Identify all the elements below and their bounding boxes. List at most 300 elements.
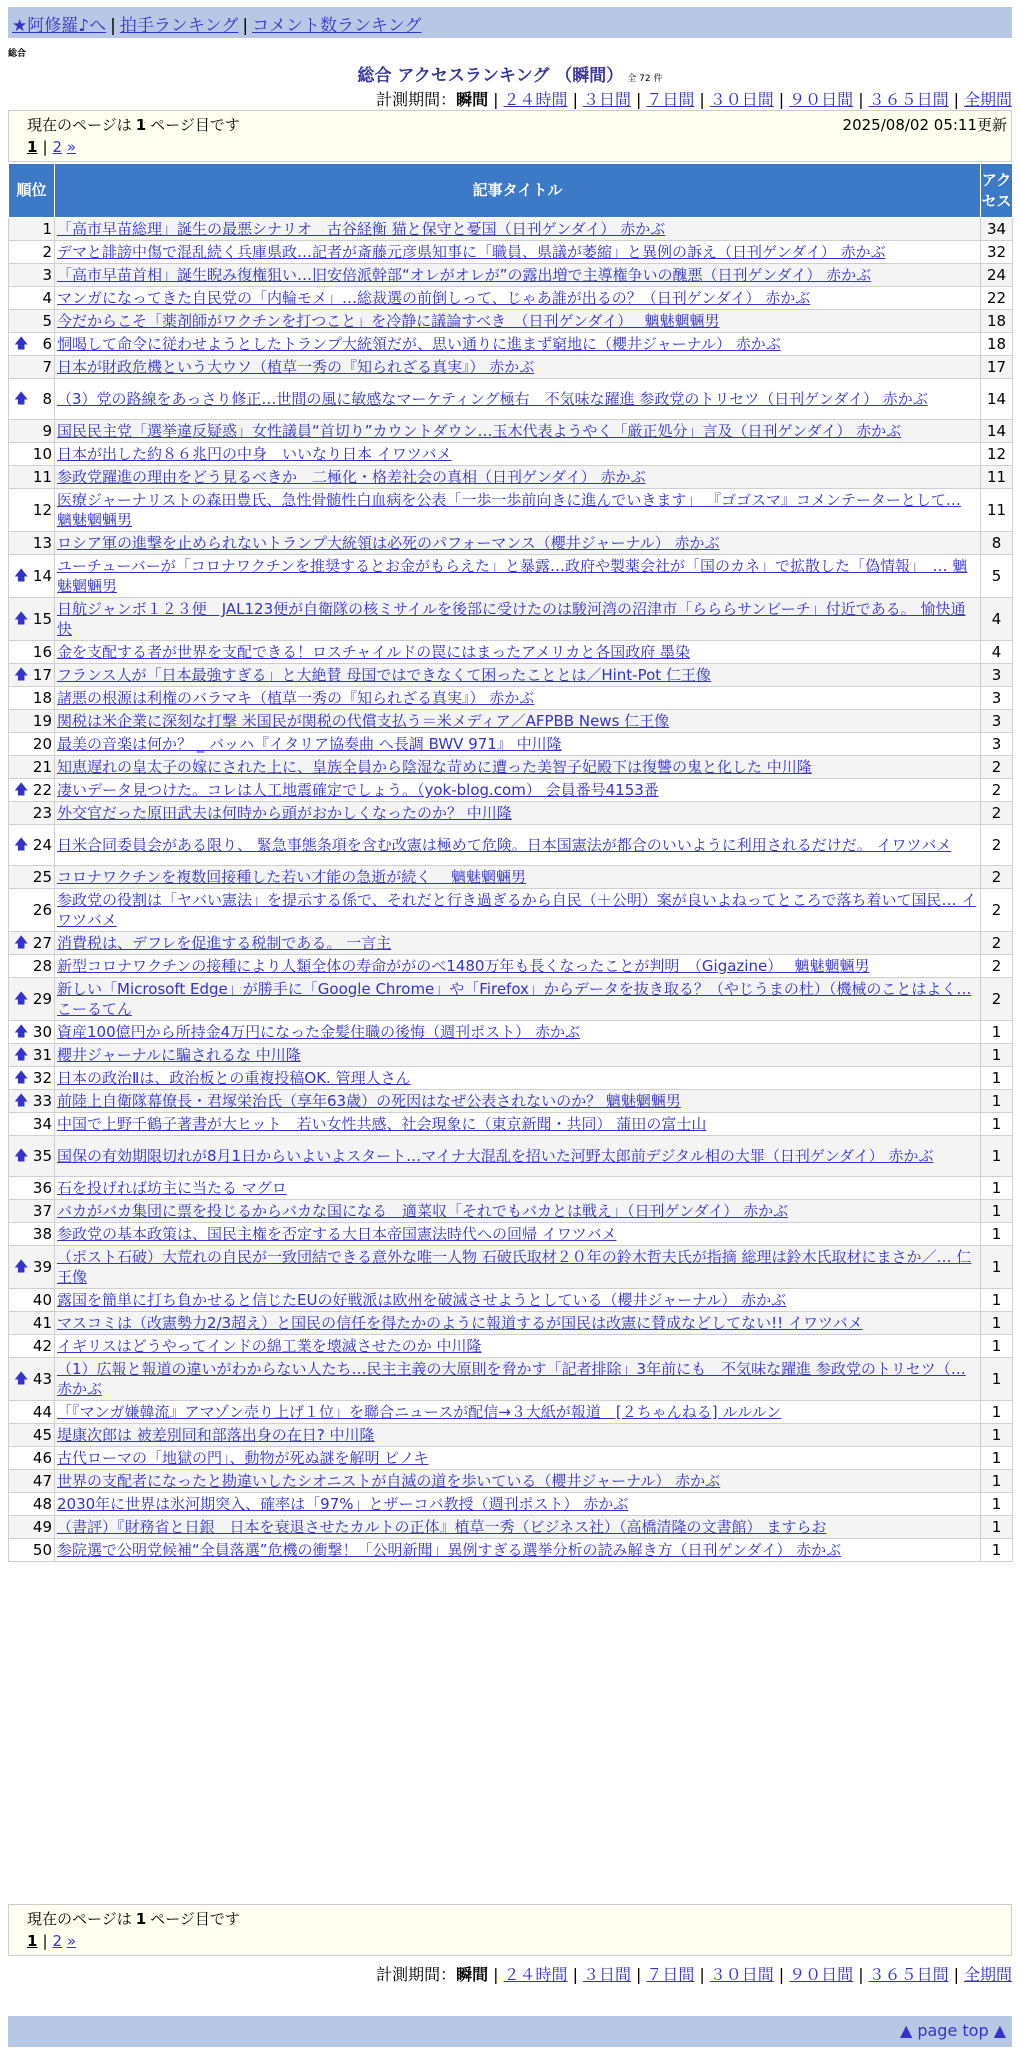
rank-cell [9,825,55,866]
title-cell [55,1516,981,1539]
period-link[interactable]: ９０日間 [789,90,854,109]
table-row [9,1067,1013,1090]
rank-number: 45 [32,1426,52,1444]
page-status: 現在のページは 1 ページ目です [27,1910,240,1928]
access-count: 5 [981,555,1013,598]
article-link[interactable]: 露国を簡単に打ち負かせると信じたEUの好戦派は欧州を破滅させようとしている（櫻井ジャーナル） 赤かぶ [57,1291,787,1309]
table-row [9,310,1013,333]
category-tag: 総合 [8,49,27,59]
access-count: 8 [981,532,1013,555]
rank-number: 36 [32,1179,52,1197]
title-cell [55,1493,981,1516]
applause-ranking-link[interactable]: 拍手ランキング [119,16,239,36]
rank-number: 29 [32,990,52,1008]
access-count: 1 [981,1424,1013,1447]
access-count: 1 [981,1401,1013,1424]
rank-cell [9,466,55,489]
title-cell [55,555,981,598]
article-link[interactable]: フランス人が「日本最強すぎる」と大絶賛 母国ではできなくて困ったこととは／Hint-Pot 仁王像 [57,666,711,684]
title-cell [55,1200,981,1223]
title-cell [55,310,981,333]
access-count: 1 [981,1539,1013,1562]
article-link[interactable]: （3）党の路線をあっさり修正…世間の風に敏感なマーケティング極右 不気味な躍進 参政党のトリセツ（日刊ゲンダイ） 赤かぶ [57,390,928,408]
pager-current: 1 [27,138,38,156]
access-count: 2 [981,866,1013,889]
article-link[interactable]: ロシア軍の進撃を止められないトランプ大統領は必死のパフォーマンス（櫻井ジャーナル） 赤かぶ [57,534,720,552]
article-link[interactable]: 「『マンガ嫌韓流』アマゾン売り上げ１位」を聯合ニュースが配信→３大紙が報道 [２ちゃんねる] ルルルン [57,1403,782,1421]
article-link[interactable]: 日本が財政危機という大ウソ（植草一秀の『知られざる真実』） 赤かぶ [57,358,535,376]
rank-number: 6 [42,335,52,353]
table-row [9,1335,1013,1358]
period-separator: | [778,1965,785,1984]
title-cell [55,1335,981,1358]
article-link[interactable]: 日米合同委員会がある限り、 緊急事態条項を含む改憲は極めて危険。日本国憲法が都合のいいように利用されるだけだ。 イワツバメ [57,836,952,854]
arrow-up-icon: 🡅 [14,1047,29,1063]
period-link[interactable]: ３６５日間 [868,1965,949,1984]
table-row [9,866,1013,889]
article-link[interactable]: 資産100億円から所持金4万円になった金髪住職の後悔（週刊ポスト） 赤かぶ [57,1023,580,1041]
article-link[interactable]: 凄いデータ見つけた。コレは人工地震確定でしょう。（yok-blog.com） 会員番号4153番 [57,781,659,799]
access-count: 11 [981,489,1013,532]
access-count: 1 [981,1136,1013,1177]
access-count: 14 [981,379,1013,420]
article-link[interactable]: （1）広報と報道の違いがわからない人たち…民主主義の大原則を脅かす「記者排除」3年前にも 不気味な躍進 参政党のトリセツ（… 赤かぶ [57,1360,966,1398]
rank-number: 23 [32,804,52,822]
access-count: 1 [981,1470,1013,1493]
access-count: 1 [981,1177,1013,1200]
pager-current: 1 [27,1932,38,1950]
rank-number: 10 [32,445,52,463]
table-row [9,756,1013,779]
article-link[interactable]: 消費税は、デフレを促進する税制である。 一言主 [57,934,392,952]
title-cell [55,466,981,489]
period-separator: | [953,1965,959,1984]
article-link[interactable]: 参政党の基本政策は、国民主権を否定する大日本帝国憲法時代への回帰 イワツバメ [57,1225,617,1243]
article-link[interactable]: 諸悪の根源は利権のバラマキ（植草一秀の『知られざる真実』） 赤かぶ [57,689,535,707]
period-link[interactable]: ２４時間 [503,1965,568,1984]
rank-number: 8 [42,390,52,408]
article-link[interactable]: 「高市早苗首相」誕生睨み復権狙い…旧安倍派幹部“オレがオレが”の露出増で主導権争いの醜悪（日刊ゲンダイ） 赤かぶ [57,266,872,284]
period-current: 瞬間 [456,1965,489,1984]
article-link[interactable]: 金を支配する者が世界を支配できる！ロスチャイルドの罠にはまったアメリカと各国政府 墨染 [57,643,690,661]
arrow-up-icon: 🡅 [14,336,29,352]
article-link[interactable]: マンガになってきた自民党の「内輪モメ」…総裁選の前倒しって、じゃあ誰が出るの？（日刊ゲンダイ） 赤かぶ [57,289,811,307]
arrow-up-icon: 🡅 [14,1259,29,1275]
arrow-up-icon: 🡅 [14,837,29,853]
access-count: 2 [981,978,1013,1021]
article-link[interactable]: （ポスト石破）大荒れの自民が一致団結できる意外な唯一人物 石破氏取材２０年の鈴木哲夫氏が指摘 総理は鈴木氏取材にまさか／… 仁王像 [57,1248,972,1286]
rank-cell [9,1539,55,1562]
arrow-up-icon: 🡅 [14,1024,29,1040]
table-row [9,664,1013,687]
table-row [9,1246,1013,1289]
rank-cell [9,333,55,356]
article-link[interactable]: 「高市早苗総理」誕生の最悪シナリオ 古谷経衡 猫と保守と憂国（日刊ゲンダイ） 赤かぶ [57,220,666,238]
title-cell [55,264,981,287]
title-cell [55,1358,981,1401]
rank-number: 12 [32,501,52,519]
access-count: 1 [981,1223,1013,1246]
article-link[interactable]: 医療ジャーナリストの森田豊氏、急性骨髄性白血病を公表「一歩一歩前向きに進んでいきます」 『ゴゴスマ』コメンテーターとして… 魑魅魍魎男 [57,491,961,529]
access-count: 18 [981,310,1013,333]
rank-cell [9,532,55,555]
rank-cell [9,1136,55,1177]
rank-cell [9,866,55,889]
title-cell [55,1246,981,1289]
access-count: 1 [981,1044,1013,1067]
access-count: 1 [981,1090,1013,1113]
title-cell [55,598,981,641]
nav-separator: | [110,16,116,36]
period-selector-top [376,87,1012,110]
rank-number: 44 [32,1403,52,1421]
access-count: 2 [981,779,1013,802]
table-row [9,218,1013,241]
access-count: 2 [981,825,1013,866]
rank-cell [9,802,55,825]
period-separator: | [699,1965,705,1984]
title-cell [55,1177,981,1200]
article-link[interactable]: 堤康次郎は 被差別同和部落出身の在日? 中川隆 [57,1426,375,1444]
rank-number: 39 [32,1258,52,1276]
access-count: 17 [981,356,1013,379]
rank-number: 19 [32,712,52,730]
article-link[interactable]: 古代ローマの「地獄の門」、動物が死ぬ謎を解明 ピノキ [57,1449,429,1467]
article-link[interactable]: 世界の支配者になったと勘違いしたシオニストが自滅の道を歩いている（櫻井ジャーナル） 赤かぶ [57,1472,721,1490]
table-row [9,932,1013,955]
rank-number: 4 [42,289,52,307]
arrow-up-icon: 🡅 [14,611,29,627]
access-count: 1 [981,1246,1013,1289]
title-cell [55,532,981,555]
rank-cell [9,1021,55,1044]
article-link[interactable]: 今だからこそ「薬剤師がワクチンを打つこと」を冷静に議論すべき （日刊ゲンダイ） 魑魅魍魎男 [57,312,720,330]
rank-cell [9,978,55,1021]
period-link[interactable]: ９０日間 [789,1965,854,1984]
page-info-top [8,110,1012,162]
period-separator: | [635,1965,642,1984]
period-link[interactable]: ３６５日間 [868,90,949,109]
rank-number: 32 [32,1069,52,1087]
access-count: 2 [981,756,1013,779]
rank-number: 37 [32,1202,52,1220]
table-row [9,687,1013,710]
rank-cell [9,264,55,287]
rank-number: 34 [32,1115,52,1133]
rank-cell [9,598,55,641]
period-separator: | [858,1965,864,1984]
rank-cell [9,1177,55,1200]
article-link[interactable]: 新型コロナワクチンの接種により人類全体の寿命ががのべ1480万年も長くなったことが判明 （Gigazine） 魑魅魍魎男 [57,957,870,975]
article-link[interactable]: 新しい「Microsoft Edge」が勝手に「Google Chrome」や「Firefox」からデータを抜き取る？（やじうまの杜）（機械のことはよく… こーるてん [57,980,972,1018]
title-cell [55,932,981,955]
table-row [9,241,1013,264]
article-link[interactable]: 知恵遅れの皇太子の嫁にされた上に、皇族全員から陰湿な苛めに遭った美智子妃殿下は復讐の鬼と化した 中川隆 [57,758,812,776]
rank-cell [9,1090,55,1113]
article-link[interactable]: 櫻井ジャーナルに騙されるな 中川隆 [57,1046,301,1064]
period-label: 計測期間： [376,90,457,109]
table-row [9,1358,1013,1401]
article-link[interactable]: 国保の有効期限切れが8月1日からいよいよスタート…マイナ大混乱を招いた河野太郎前デジタル相の大罪（日刊ゲンダイ） 赤かぶ [57,1147,934,1165]
table-row [9,466,1013,489]
access-count: 1 [981,1067,1013,1090]
title-cell [55,1067,981,1090]
period-separator: | [572,1965,578,1984]
rank-number: 41 [32,1314,52,1332]
access-count: 1 [981,1312,1013,1335]
table-row [9,532,1013,555]
rank-cell [9,379,55,420]
rank-number: 1 [42,220,52,238]
access-count: 18 [981,333,1013,356]
rank-number: 16 [32,643,52,661]
article-link[interactable]: 恫喝して命令に従わせようとしたトランプ大統領だが、思い通りに進まず窮地に（櫻井ジャーナル） 赤かぶ [57,335,781,353]
article-link[interactable]: デマと誹謗中傷で混乱続く兵庫県政…記者が斎藤元彦県知事に「職員、県議が萎縮」と異例の訴え（日刊ゲンダイ） 赤かぶ [57,243,886,261]
rank-cell [9,489,55,532]
title-cell [55,1424,981,1447]
rank-cell [9,1223,55,1246]
rank-cell [9,420,55,443]
table-row [9,443,1013,466]
period-separator: | [572,90,578,109]
article-link[interactable]: 外交官だった原田武夫は何時から頭がおかしくなったのか？ 中川隆 [57,804,512,822]
period-link[interactable]: 全期間 [963,90,1012,109]
table-row [9,1136,1013,1177]
total-count: 全 72 件 [627,74,663,84]
table-row [9,978,1013,1021]
rank-cell [9,1401,55,1424]
access-count: 2 [981,932,1013,955]
rank-cell [9,1113,55,1136]
top-nav [8,7,1012,38]
title-cell [55,1113,981,1136]
article-link[interactable]: コロナワクチンを複数回接種した若い才能の急逝が続く 魑魅魍魎男 [57,868,527,886]
period-separator: | [493,1965,499,1984]
period-link[interactable]: ７日間 [646,1965,695,1984]
arrow-up-icon: 🡅 [14,1093,29,1109]
title-cell [55,1223,981,1246]
access-count: 3 [981,687,1013,710]
access-count: 3 [981,664,1013,687]
title-cell [55,241,981,264]
rank-number: 40 [32,1291,52,1309]
title-cell [55,802,981,825]
pager-top [27,138,76,156]
table-row [9,1177,1013,1200]
title-cell [55,333,981,356]
period-link[interactable]: ７日間 [646,90,695,109]
arrow-up-icon: 🡅 [14,1371,29,1387]
table-row [9,1044,1013,1067]
article-link[interactable]: 石を投げれば坊主に当たる マグロ [57,1179,287,1197]
title-cell [55,687,981,710]
title-cell [55,825,981,866]
page-title [0,61,1020,86]
arrow-up-icon: 🡅 [14,391,29,407]
article-link[interactable]: 中国で上野千鶴子著書が大ヒット 若い女性共感、社会現象に（東京新聞・共同） 蒲田の富士山 [57,1115,707,1133]
rank-number: 13 [32,534,52,552]
table-row [9,1113,1013,1136]
table-row [9,1223,1013,1246]
table-row [9,1289,1013,1312]
table-row [9,802,1013,825]
access-count: 4 [981,598,1013,641]
access-count: 1 [981,1289,1013,1312]
rank-cell [9,932,55,955]
header-rank: 順位 [9,164,55,218]
header-access: アクセス [981,164,1013,218]
access-count: 1 [981,1021,1013,1044]
rank-cell [9,356,55,379]
title-cell [55,756,981,779]
access-count: 2 [981,889,1013,932]
title-cell [55,1021,981,1044]
article-link[interactable]: （書評）『財務省と日銀 日本を衰退させたカルトの正体』植草一秀（ビジネス社）（高橋清隆の文書館） ますらお [57,1518,827,1536]
rank-cell [9,1516,55,1539]
rank-cell [9,287,55,310]
title-cell [55,443,981,466]
ranking-table [8,163,1013,1562]
rank-cell [9,1067,55,1090]
pager-next[interactable]: » [66,138,77,156]
table-row [9,955,1013,978]
rank-cell [9,889,55,932]
title-cell [55,218,981,241]
period-link[interactable]: ３０日間 [709,90,774,109]
access-count: 1 [981,1447,1013,1470]
article-link[interactable]: 参政党の役割は「ヤバい憲法」を提示する係で、それだと行き過ぎるから自民（＋公明）案が良いよねってところで落ち着いて国民… イワツバメ [57,891,977,929]
rank-number: 25 [32,868,52,886]
access-count: 34 [981,218,1013,241]
article-link[interactable]: イギリスはどうやってインドの綿工業を壊滅させたのか 中川隆 [57,1337,482,1355]
article-link[interactable]: 日本が出した約８６兆円の中身 いいなり日本 イワツバメ [57,445,452,463]
rank-number: 9 [42,422,52,440]
rank-cell [9,1289,55,1312]
article-link[interactable]: 日航ジャンボ１２３便 JAL123便が自衛隊の核ミサイルを後部に受けたのは駿河湾の沼津市「らららサンビーチ」付近である。 愉快通快 [57,600,966,638]
title-cell [55,866,981,889]
title-cell [55,1470,981,1493]
table-row [9,333,1013,356]
comment-ranking-link[interactable]: コメント数ランキング [252,16,422,36]
table-row [9,710,1013,733]
article-link[interactable]: 前陸上自衛隊幕僚長・君塚栄治氏（享年63歳）の死因はなぜ公表されないのか？ 魑魅魍魎男 [57,1092,681,1110]
period-separator: | [493,90,499,109]
pager-link[interactable]: 2 [52,138,63,156]
rank-number: 26 [32,901,52,919]
article-link[interactable]: ユーチューバーが「コロナワクチンを推奨するとお金がもらえた」と暴露…政府や製薬会社が「国のカネ」で拡散した「偽情報」 … 魑魅魍魎男 [57,557,968,595]
period-link[interactable]: ３日間 [582,1965,631,1984]
page-top-link[interactable]: ▲ page top ▲ [899,2021,1006,2040]
title-cell [55,1312,981,1335]
table-row [9,1539,1013,1562]
access-count: 1 [981,1493,1013,1516]
access-count: 2 [981,802,1013,825]
table-row [9,1493,1013,1516]
title-cell [55,1539,981,1562]
title-cell [55,420,981,443]
pager-link[interactable]: 2 [52,1932,63,1950]
rank-number: 5 [42,312,52,330]
article-link[interactable]: バカがバカ集団に票を投じるからバカな国になる 適菜収「それでもバカとは戦え」（日刊ゲンダイ） 赤かぶ [57,1202,789,1220]
table-row [9,356,1013,379]
period-link[interactable]: ３日間 [582,90,631,109]
article-link[interactable]: 国民民主党「選挙違反疑惑」女性議員“首切り”カウントダウン…玉木代表ようやく「厳正処分」言及（日刊ゲンダイ） 赤かぶ [57,422,902,440]
pager-next[interactable]: » [66,1932,77,1950]
rank-cell [9,1424,55,1447]
page-info-bottom [8,1904,1012,1956]
rank-number: 49 [32,1518,52,1536]
arrow-up-icon: 🡅 [14,667,29,683]
period-link[interactable]: 全期間 [963,1965,1012,1984]
rank-number: 46 [32,1449,52,1467]
period-link[interactable]: ３０日間 [709,1965,774,1984]
period-link[interactable]: ２４時間 [503,90,568,109]
article-link[interactable]: 2030年に世界は氷河期突入、確率は「97%」とザーコバ教授（週刊ポスト） 赤かぶ [57,1495,629,1513]
access-count: 1 [981,1113,1013,1136]
rank-cell [9,733,55,756]
article-link[interactable]: 参院選で公明党候補“全員落選”危機の衝撃！「公明新聞」異例すぎる選挙分析の読み解き方（日刊ゲンダイ） 赤かぶ [57,1541,842,1559]
rank-cell [9,443,55,466]
rank-cell [9,310,55,333]
page-title-text: 総合 アクセスランキング （瞬間） [357,66,624,86]
access-count: 12 [981,443,1013,466]
article-link[interactable]: 最美の音楽は何か？ _ バッハ『イタリア協奏曲 へ長調 BWV 971』 中川隆 [57,735,562,753]
rank-number: 48 [32,1495,52,1513]
access-count: 11 [981,466,1013,489]
table-row [9,1516,1013,1539]
rank-number: 42 [32,1337,52,1355]
rank-cell [9,955,55,978]
title-cell [55,955,981,978]
nav-separator: | [242,16,249,36]
table-row [9,420,1013,443]
title-cell [55,1044,981,1067]
updated-time: 2025/08/02 05:11更新 [842,116,1007,134]
arrow-up-icon: 🡅 [14,991,29,1007]
article-link[interactable]: マスコミは（改憲勢力2/3超え）と国民の信任を得たかのように報道するが国民は改憲に賛成などしてない!! イワツバメ [57,1314,863,1332]
home-link[interactable]: ★阿修羅♪へ [12,16,107,36]
rank-cell [9,1246,55,1289]
rank-cell [9,241,55,264]
title-cell [55,1136,981,1177]
arrow-up-icon: 🡅 [14,782,29,798]
rank-number: 21 [32,758,52,776]
access-count: 1 [981,1516,1013,1539]
rank-number: 31 [32,1046,52,1064]
page-status: 現在のページは 1 ページ目です [27,116,240,134]
rank-number: 20 [32,735,52,753]
article-link[interactable]: 日本の政治Ⅱは、政治板との重複投稿OK. 管理人さん [57,1069,411,1087]
rank-number: 35 [32,1147,52,1165]
table-row [9,641,1013,664]
title-cell [55,710,981,733]
article-link[interactable]: 参政党躍進の理由をどう見るべきか 二極化・格差社会の真相（日刊ゲンダイ） 赤かぶ [57,468,646,486]
rank-number: 22 [32,781,52,799]
access-count: 24 [981,264,1013,287]
rank-cell [9,555,55,598]
table-row [9,1470,1013,1493]
rank-number: 38 [32,1225,52,1243]
title-cell [55,1289,981,1312]
access-count: 3 [981,710,1013,733]
article-link[interactable]: 関税は米企業に深刻な打撃 米国民が関税の代償支払う＝米メディア／AFPBB News 仁王像 [57,712,670,730]
rank-number: 11 [32,468,52,486]
access-count: 3 [981,733,1013,756]
rank-number: 18 [32,689,52,707]
access-count: 4 [981,641,1013,664]
title-cell [55,1401,981,1424]
title-cell [55,641,981,664]
